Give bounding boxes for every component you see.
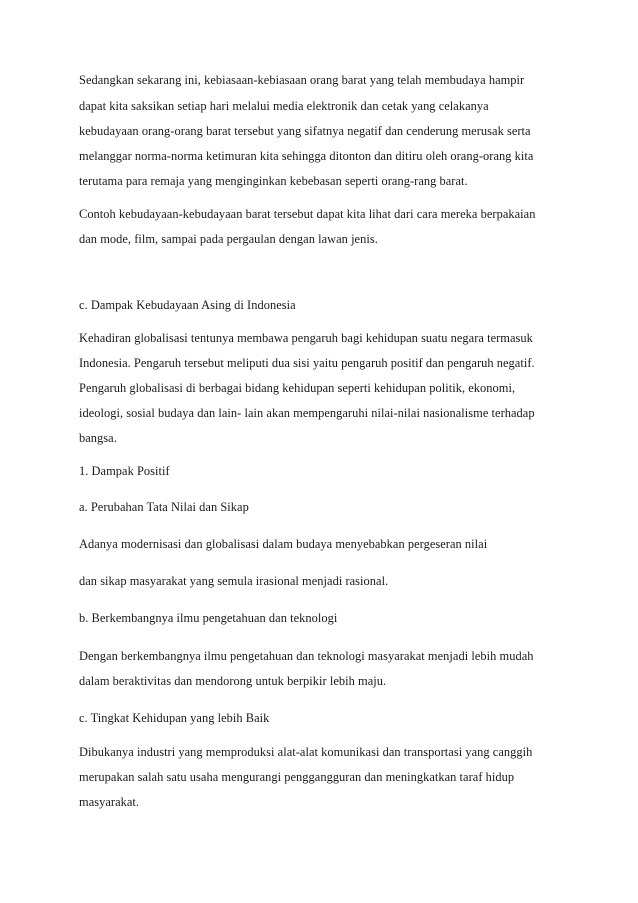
paragraph-1-line-3: kebudayaan orang-orang barat tersebut yang sifatnya negatif dan cenderung merusak serta [79, 124, 531, 138]
paragraph-6-line-1: Dengan berkembangnya ilmu pengetahuan dan teknologi masyarakat menjadi lebih mudah [79, 649, 534, 663]
paragraph-5: dan sikap masyarakat yang semula irasional menjadi rasional. [79, 574, 389, 588]
paragraph-1-line-4: melanggar norma-norma ketimuran kita sehingga ditonton dan ditiru oleh orang-orang kita [79, 149, 534, 163]
paragraph-7-line-3: masyarakat. [79, 795, 140, 809]
paragraph-3-line-2: Indonesia. Pengaruh tersebut meliputi dua sisi yaitu pengaruh positif dan pengaruh negatif. [79, 356, 535, 370]
section-heading: c. Dampak Kebudayaan Asing di Indonesia [79, 298, 296, 312]
paragraph-3-line-1: Kehadiran globalisasi tentunya membawa pengaruh bagi kehidupan suatu negara termasuk [79, 331, 533, 345]
paragraph-3-line-5: bangsa. [79, 431, 117, 445]
paragraph-7-line-2: merupakan salah satu usaha mengurangi penggangguran dan meningkatkan taraf hidup [79, 770, 515, 784]
subheading-b: b. Berkembangnya ilmu pengetahuan dan teknologi [79, 611, 338, 625]
paragraph-3-line-3: Pengaruh globalisasi di berbagai bidang kehidupan seperti kehidupan politik, ekonomi, [79, 381, 516, 395]
paragraph-3-line-4: ideologi, sosial budaya dan lain- lain akan mempengaruhi nilai-nilai nasionalisme terhadap [79, 406, 535, 420]
paragraph-1-line-2: dapat kita saksikan setiap hari melalui media elektronik dan cetak yang celakanya [79, 99, 489, 113]
subheading-c: c. Tingkat Kehidupan yang lebih Baik [79, 711, 270, 725]
paragraph-7-line-1: Dibukanya industri yang memproduksi alat-alat komunikasi dan transportasi yang canggih [79, 745, 533, 759]
subheading-a: a. Perubahan Tata Nilai dan Sikap [79, 500, 249, 514]
paragraph-1-line-1: Sedangkan sekarang ini, kebiasaan-kebiasaan orang barat yang telah membudaya hampir [79, 73, 525, 87]
subheading-dampak-positif: 1. Dampak Positif [79, 464, 170, 478]
paragraph-2-line-2: dan mode, film, sampai pada pergaulan dengan lawan jenis. [79, 232, 378, 246]
paragraph-4: Adanya modernisasi dan globalisasi dalam budaya menyebabkan pergeseran nilai [79, 537, 488, 551]
paragraph-2-line-1: Contoh kebudayaan-kebudayaan barat tersebut dapat kita lihat dari cara mereka berpakaian [79, 207, 536, 221]
paragraph-1-line-5: terutama para remaja yang menginginkan kebebasan seperti orang-rang barat. [79, 174, 468, 188]
paragraph-6-line-2: dalam beraktivitas dan mendorong untuk berpikir lebih maju. [79, 674, 387, 688]
